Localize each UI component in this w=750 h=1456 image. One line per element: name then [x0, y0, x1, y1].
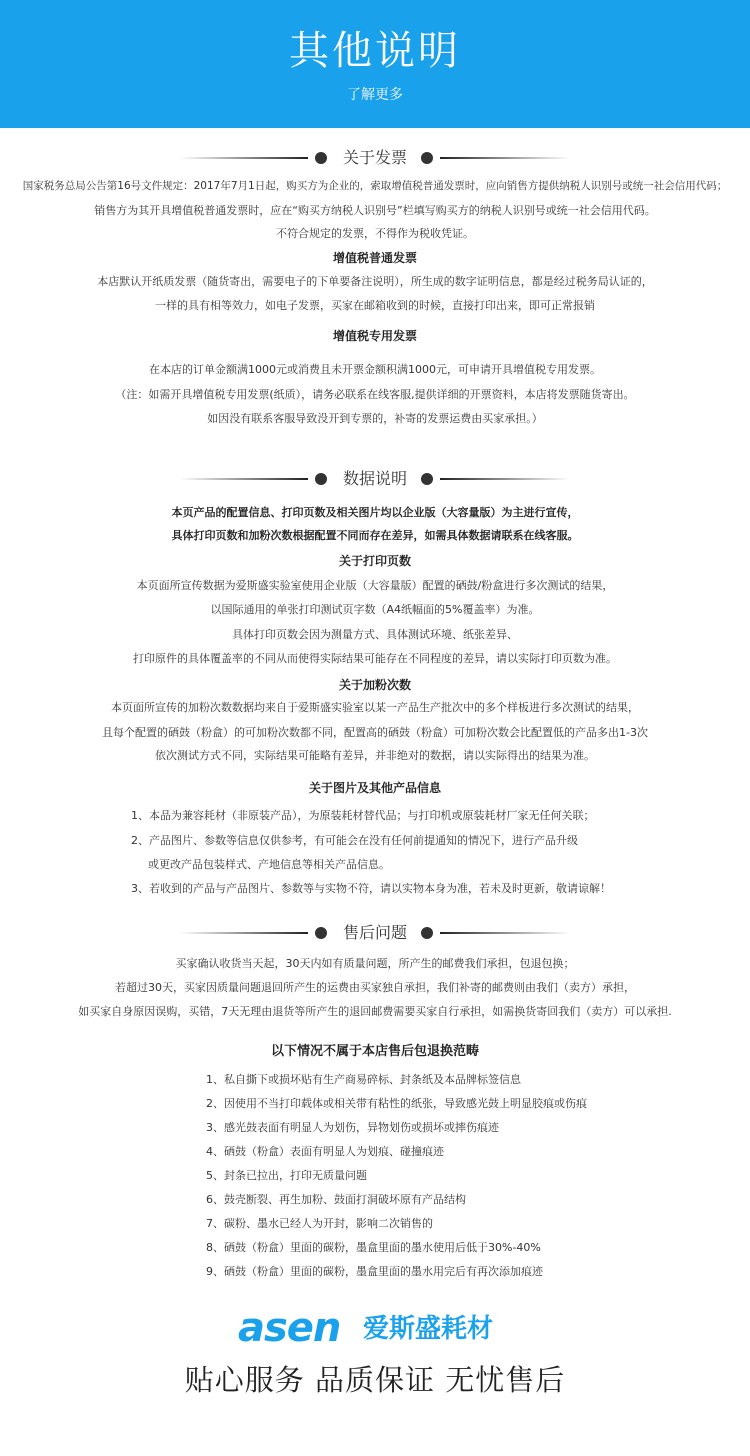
brand-name: 爱斯盛耗材: [363, 1314, 494, 1344]
special-invoice-line: 在本店的订单金额满1000元或消费且未开票金额积满1000元，可申请开具增值税专用发票。: [149, 363, 601, 376]
exclusion-item: 4、硒鼓（粉盒）表面有明显人为划痕、碰撞痕迹: [206, 1145, 444, 1158]
special-invoice-title: 增值税专用发票: [332, 329, 417, 343]
brand-logo-text: asen: [238, 1305, 341, 1351]
special-invoice-line: （注：如需开具增值税专用发票(纸质），请务必联系在线客服,提供详细的开票资料，本店将发票随货寄出。: [115, 388, 635, 401]
normal-invoice-line: 一样的具有相等效力，如电子发票，买家在邮箱收到的时候，直接打印出来，即可正常报销: [155, 299, 595, 312]
images-info-line: 3、若收到的产品与产品图片、参数等与实物不符，请以实物本身为准，若未及时更新，敬请谅解！: [131, 882, 611, 895]
refill-line: 且每个配置的硒鼓（粉盒）的可加粉次数都不同，配置高的硒鼓（粉盒）可加粉次数会比配置低的产品多出1-3次: [102, 726, 648, 739]
aftersale-line: 如买家自身原因误购，买错，7天无理由退货等所产生的退回邮费需要买家自行承担，如需换货寄回我们（卖方）可以承担.: [78, 1005, 672, 1018]
section-divider-data: [0, 468, 750, 490]
images-info-line: 或更改产品包装样式、产地信息等相关产品信息。: [148, 858, 390, 871]
invoice-intro-line: 不符合规定的发票，不得作为税收凭证。: [276, 227, 474, 240]
exclusion-item: 9、硒鼓（粉盒）里面的碳粉，墨盒里面的墨水用完后有再次添加痕迹: [206, 1265, 543, 1278]
aftersale-line: 买家确认收货当天起，30天内如有质量问题，所产生的邮费我们承担，包退包换；: [175, 957, 575, 970]
exclusion-item: 6、鼓壳断裂、再生加粉、鼓面打洞破坏原有产品结构: [206, 1193, 466, 1206]
exclusion-item: 7、碳粉、墨水已经人为开封，影响二次销售的: [206, 1217, 433, 1230]
print-pages-line: 以国际通用的单张打印测试页字数（A4纸幅面的5%覆盖率）为准。: [210, 603, 540, 616]
images-info-line: 1、本品为兼容耗材（非原装产品），为原装耗材替代品；与打印机或原装耗材厂家无任何关联；: [131, 809, 595, 822]
page-subtitle: 了解更多: [347, 87, 403, 103]
section-heading-invoice: 关于发票: [342, 148, 407, 167]
brand-slogan: 贴心服务 品质保证 无忧售后: [184, 1363, 566, 1397]
aftersale-line: 若超过30天，买家因质量问题退回所产生的运费由买家独自承担，我们补寄的邮费则由我们（卖方）承担，: [115, 981, 635, 994]
print-pages-line: 打印原件的具体覆盖率的不同从而使得实际结果可能存在不同程度的差异，请以实际打印页数为准。: [133, 652, 617, 665]
images-info-line: 2、产品图片、参数等信息仅供参考，有可能会在没有任何前提通知的情况下，进行产品升级: [131, 834, 578, 847]
exclusions-title: 以下情况不属于本店售后包退换范畴: [270, 1044, 479, 1059]
normal-invoice-line: 本店默认开纸质发票（随货寄出，需要电子的下单要备注说明），所生成的数字证明信息，都是经过税务局认证的，: [97, 275, 653, 288]
data-intro-line: 本页产品的配置信息、打印页数及相关图片均以企业版（大容量版）为主进行宣传，: [171, 506, 579, 519]
refill-title: 关于加粉次数: [338, 678, 411, 692]
section-heading-data: 数据说明: [342, 469, 407, 488]
section-divider-aftersale: [0, 922, 750, 944]
header-banner: [0, 0, 750, 128]
invoice-intro-line: 销售方为其开具增值税普通发票时，应在“购买方纳税人识别号”栏填写购买方的纳税人识别号或统一社会信用代码。: [94, 204, 656, 217]
exclusion-item: 8、硒鼓（粉盒）里面的碳粉，墨盒里面的墨水使用后低于30%-40%: [206, 1241, 541, 1254]
exclusion-item: 1、私自撕下或损坏贴有生产商易碎标、封条纸及本品牌标签信息: [206, 1073, 521, 1086]
section-divider-invoice: [0, 147, 750, 169]
exclusion-item: 2、因使用不当打印载体或相关带有粘性的纸张，导致感光鼓上明显胶痕或伤痕: [206, 1097, 587, 1110]
normal-invoice-title: 增值税普通发票: [332, 251, 417, 265]
refill-line: 本页面所宣传的加粉次数数据均来自于爱斯盛实验室以某一产品生产批次中的多个样板进行多次测试的结果，: [111, 701, 639, 714]
page-title: 其他说明: [289, 28, 461, 74]
invoice-intro-line: 国家税务总局公告第16号文件规定：2017年7月1日起，购买方为企业的，索取增值税普通发票时，应向销售方提供纳税人识别号或统一社会信用代码；: [22, 180, 728, 192]
exclusion-item: 5、封条已拉出，打印无质量问题: [206, 1169, 367, 1182]
print-pages-title: 关于打印页数: [338, 554, 411, 568]
section-heading-aftersale: 售后问题: [342, 923, 407, 942]
exclusion-item: 3、感光鼓表面有明显人为划伤，异物划伤或损坏或摔伤痕迹: [206, 1121, 499, 1134]
refill-line: 依次测试方式不同，实际结果可能略有差异，并非绝对的数据，请以实际得出的结果为准。: [155, 749, 595, 762]
data-intro-line: 具体打印页数和加粉次数根据配置不同而存在差异，如需具体数据请联系在线客服。: [171, 529, 579, 542]
print-pages-line: 本页面所宣传数据为爱斯盛实验室使用企业版（大容量版）配置的硒鼓/粉盒进行多次测试的结果，: [136, 579, 614, 592]
special-invoice-line: 如因没有联系客服导致没开到专票的，补寄的发票运费由买家承担。）: [207, 412, 543, 425]
print-pages-line: 具体打印页数会因为测量方式、具体测试环境、纸张差异、: [232, 628, 518, 641]
images-info-title: 关于图片及其他产品信息: [308, 781, 441, 795]
